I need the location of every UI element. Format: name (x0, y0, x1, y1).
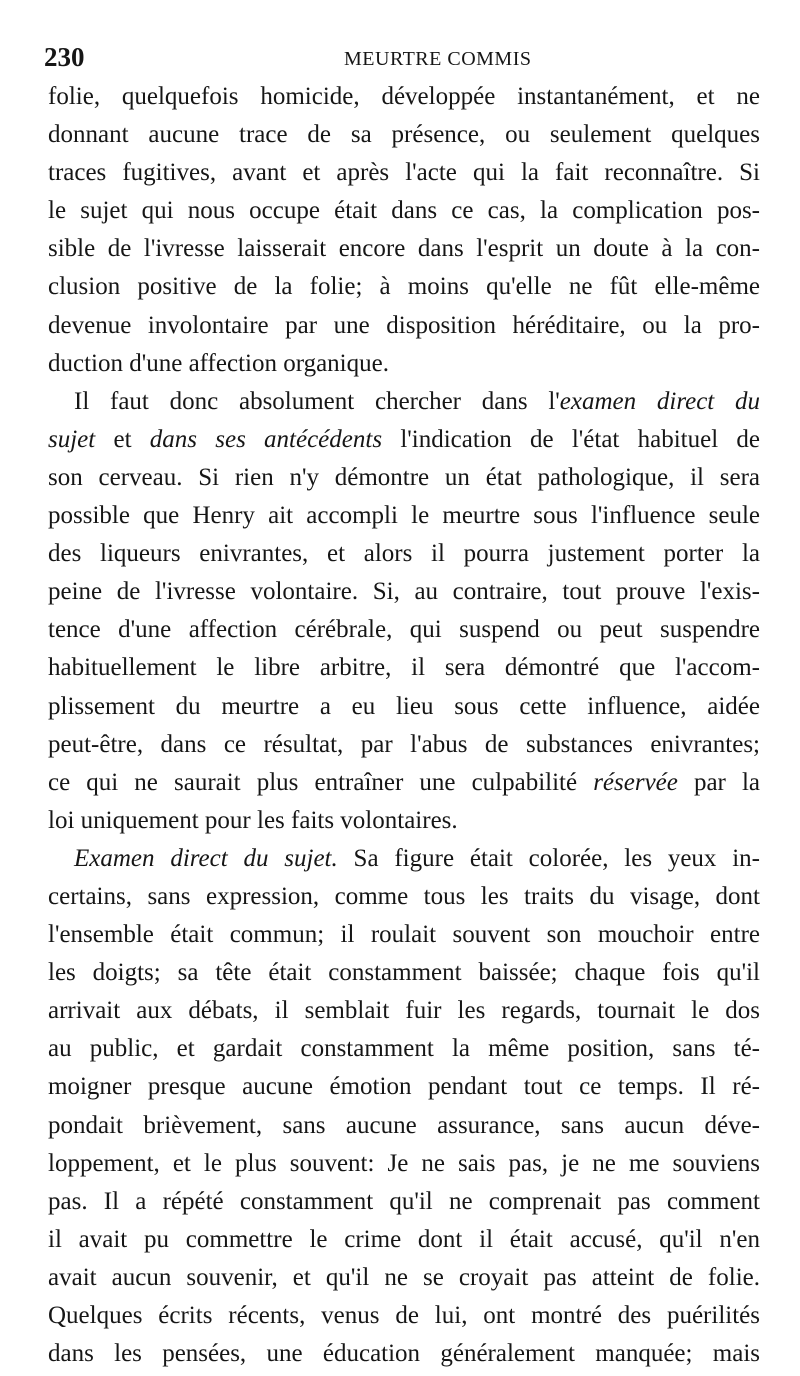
text-segment: avait aucun souvenir, et qu'il ne se croyait pas atteint de folie. (48, 1263, 760, 1291)
italic-text: examen direct du (559, 387, 760, 415)
text-line (48, 459, 760, 497)
page-number: 230 (44, 42, 85, 72)
text-line (48, 916, 760, 954)
text-segment: habituellement le libre arbitre, il sera démontré que l'accom- (48, 654, 760, 682)
text-segment: son cerveau. Si rien n'y démontre un état pathologique, il sera (48, 463, 760, 491)
text-line (48, 1145, 760, 1183)
text-line (48, 764, 760, 802)
text-line (48, 954, 760, 992)
text-segment: plissement du meurtre a eu lieu sous cette influence, aidée (48, 692, 760, 720)
text-segment: et (95, 425, 150, 453)
text-segment: loppement, et le plus souvent: Je ne sais pas, je ne me souviens (48, 1149, 760, 1177)
text-segment: certains, sans expression, comme tous les traits du visage, dont (48, 882, 760, 910)
text-segment: Il faut donc absolument chercher dans l' (74, 387, 560, 415)
text-segment: tence d'une affection cérébrale, qui suspend ou peut suspendre (48, 616, 760, 644)
text-line (48, 307, 760, 345)
italic-text: dans ses antécédents (149, 425, 383, 453)
text-line (48, 535, 760, 573)
text-segment: il avait pu commettre le crime dont il était accusé, qu'il n'en (48, 1225, 760, 1253)
text-line (48, 1068, 760, 1106)
text-line (48, 611, 760, 649)
text-line (48, 1183, 760, 1221)
body-text (48, 78, 760, 1373)
text-segment: le sujet qui nous occupe était dans ce cas, la complication pos- (48, 197, 760, 225)
text-segment: par la (677, 768, 760, 796)
text-segment: pas. Il a répété constamment qu'il ne comprenait pas comment (48, 1187, 760, 1215)
text-segment: moigner presque aucune émotion pendant tout ce temps. Il ré- (48, 1073, 760, 1101)
text-segment: peut-être, dans ce résultat, par l'abus de substances enivrantes; (48, 730, 760, 758)
text-line (48, 78, 760, 116)
text-segment: possible que Henry ait accompli le meurtre sous l'influence seule (48, 502, 760, 530)
text-line (48, 1259, 760, 1297)
text-line (48, 268, 760, 306)
page-header (44, 42, 756, 78)
text-line (48, 726, 760, 764)
text-segment: au public, et gardait constamment la même position, sans té- (48, 1035, 760, 1063)
text-segment: duction d'une affection organique. (48, 349, 389, 377)
text-segment: loi uniquement pour les faits volontaires. (48, 806, 458, 834)
text-segment: ce qui ne saurait plus entraîner une culpabilité (48, 768, 594, 796)
text-line (48, 192, 760, 230)
text-line (48, 649, 760, 687)
text-line (48, 878, 760, 916)
running-title: MEURTRE COMMIS (344, 48, 532, 70)
text-segment: peine de l'ivresse volontaire. Si, au contraire, tout prouve l'exis- (48, 578, 760, 606)
text-segment: les doigts; sa tête était constamment baissée; chaque fois qu'il (48, 959, 760, 987)
text-segment: devenue involontaire par une disposition héréditaire, ou la pro- (48, 311, 760, 339)
text-line (48, 230, 760, 268)
text-segment: arrivait aux débats, il semblait fuir les regards, tournait le dos (48, 997, 760, 1025)
text-line (48, 1297, 760, 1335)
text-line (48, 421, 760, 459)
text-segment: des liqueurs enivrantes, et alors il pourra justement porter la (48, 540, 760, 568)
italic-text: Examen direct du sujet. (74, 844, 338, 872)
text-segment: clusion positive de la folie; à moins qu'elle ne fût elle-même (48, 273, 760, 301)
text-segment: folie, quelquefois homicide, développée instantanément, et ne (48, 83, 760, 110)
text-line (48, 840, 760, 878)
text-line (48, 1030, 760, 1068)
text-segment: Sa figure était colorée, les yeux in- (337, 844, 761, 872)
text-segment: sible de l'ivresse laisserait encore dans l'esprit un doute à la con- (48, 235, 760, 263)
text-line (48, 116, 760, 154)
text-line (48, 1221, 760, 1259)
text-segment: pondait brièvement, sans aucune assurance, sans aucun déve- (48, 1111, 760, 1139)
text-line (48, 1107, 760, 1145)
italic-text: sujet (48, 425, 96, 453)
text-line (48, 154, 760, 192)
text-line (48, 802, 760, 840)
text-segment: l'ensemble était commun; il roulait souvent son mouchoir entre (48, 921, 760, 949)
italic-text: réservée (593, 768, 678, 796)
text-segment: dans les pensées, une éducation généralement manquée; mais (48, 1340, 760, 1368)
text-segment: traces fugitives, avant et après l'acte qui la fait reconnaître. Si (48, 159, 760, 187)
text-segment: donnant aucune trace de sa présence, ou seulement quelques (48, 121, 760, 149)
text-line (48, 992, 760, 1030)
text-line (48, 1335, 760, 1373)
text-segment: Quelques écrits récents, venus de lui, ont montré des puérilités (48, 1302, 760, 1329)
text-line (48, 497, 760, 535)
text-line (48, 345, 760, 383)
text-line (48, 688, 760, 726)
text-line (48, 383, 760, 421)
text-segment: l'indication de l'état habituel de (382, 425, 760, 453)
text-line (48, 573, 760, 611)
